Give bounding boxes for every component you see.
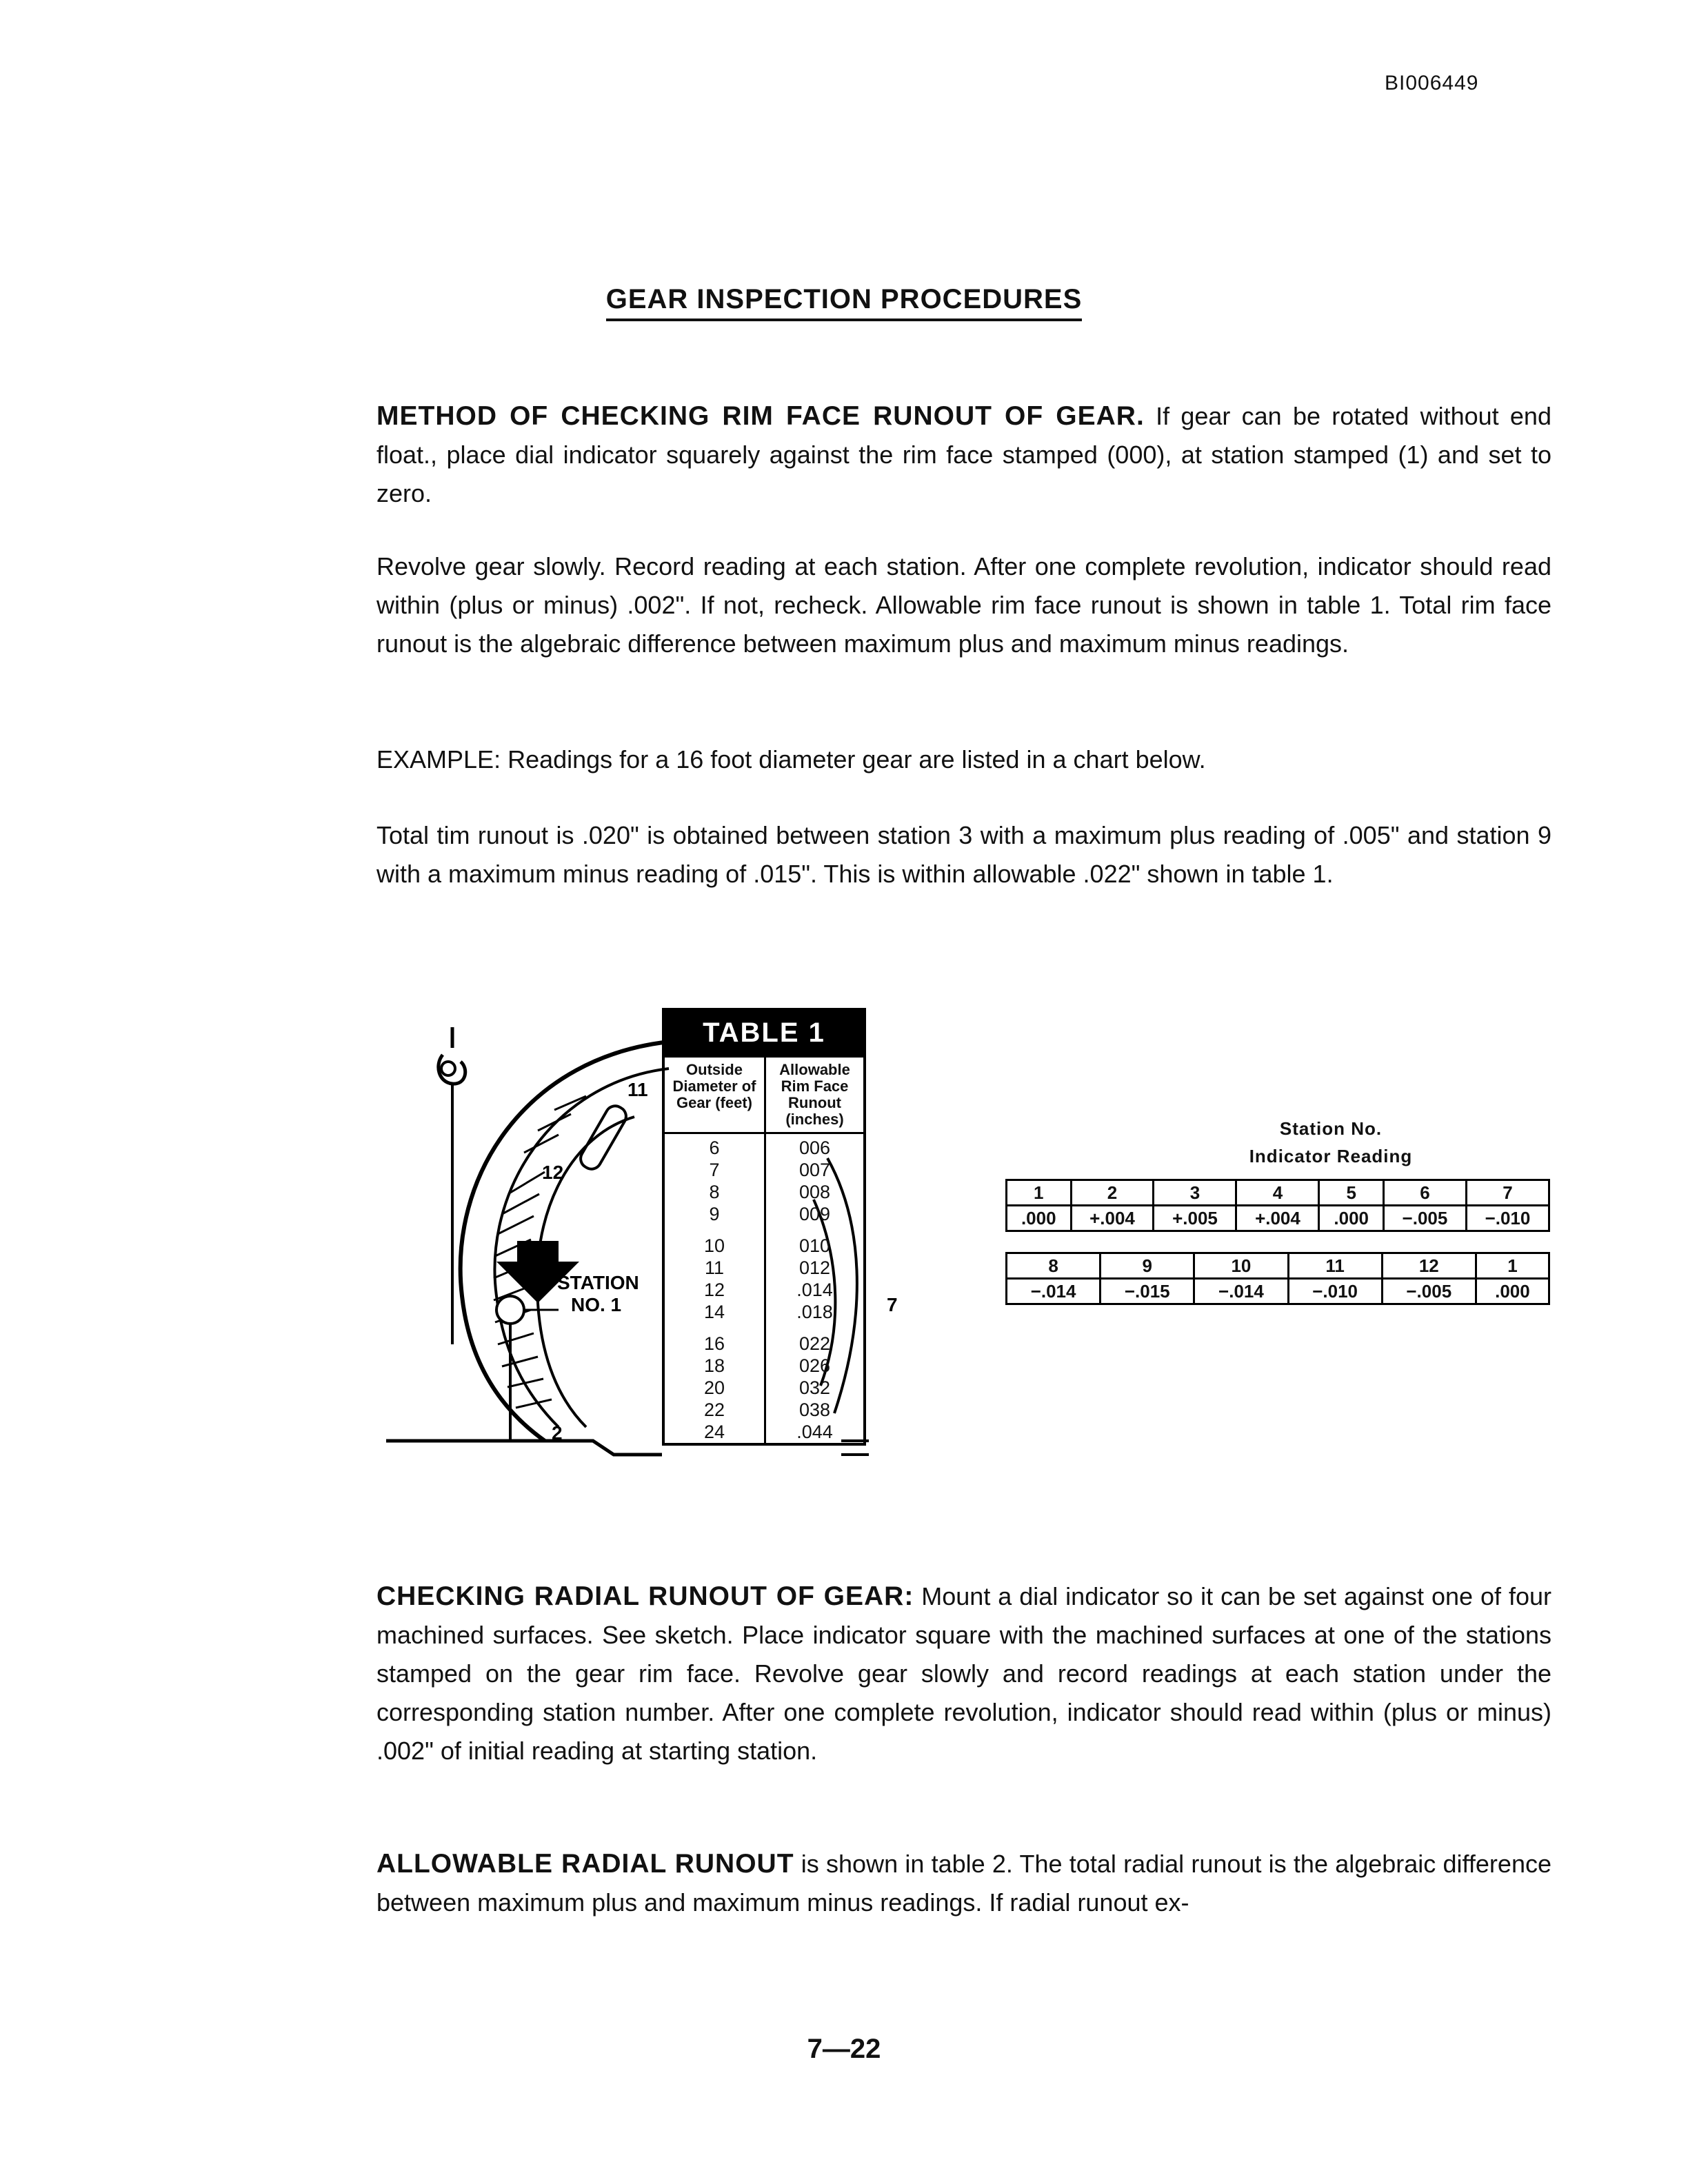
readings-table-row-1 (1005, 1179, 1550, 1232)
table-1-grid (662, 1058, 866, 1446)
table-cell: 010 (798, 1235, 831, 1256)
paragraph-total-runout: Total tim runout is .020" is obtained between station 3 with a maximum plus reading of .005" and station 9 with a maximum minus reading of .015". This is within allowable .022" shown in table 1. (376, 821, 1551, 888)
page-title-text: GEAR INSPECTION PROCEDURES (606, 284, 1083, 321)
paragraph-heading: METHOD OF CHECKING RIM FACE RUNOUT OF GEAR. (376, 401, 1145, 431)
reading-cell: −.014 (1007, 1279, 1101, 1304)
reading-cell: −.005 (1382, 1279, 1476, 1304)
table-1-header-diameter: Outside Diameter of Gear (feet) (665, 1058, 764, 1134)
reading-cell: −.010 (1288, 1279, 1382, 1304)
table-cell: 026 (798, 1355, 831, 1376)
table-cell: 20 (703, 1377, 725, 1398)
reading-cell: −.010 (1466, 1206, 1549, 1231)
table-cell: 7 (709, 1160, 720, 1180)
station-cell: 5 (1319, 1180, 1384, 1206)
paragraph-example: EXAMPLE: Readings for a 16 foot diameter gear are listed in a chart below. (376, 745, 1206, 774)
table-cell: .044 (796, 1422, 833, 1442)
reading-cell: −.014 (1194, 1279, 1288, 1304)
station-cell: 2 (1071, 1180, 1154, 1206)
station-cell: 1 (1007, 1180, 1072, 1206)
table-cell: 22 (703, 1399, 725, 1420)
table-cell: 6 (709, 1138, 720, 1158)
reading-cell: +.004 (1236, 1206, 1319, 1231)
station-label: STATION (557, 1272, 639, 1293)
station-cell: 3 (1154, 1180, 1236, 1206)
station-cell: 4 (1236, 1180, 1319, 1206)
table-cell: 14 (703, 1302, 725, 1322)
table-cell: 032 (798, 1377, 831, 1398)
paragraph-allowable-radial (376, 1845, 1551, 1922)
paragraph-radial-runout (376, 1577, 1551, 1770)
table-cell: 18 (703, 1355, 725, 1376)
table-cell: 007 (798, 1160, 831, 1180)
station-cell: 9 (1101, 1253, 1194, 1279)
table-cell: 012 (798, 1257, 831, 1278)
table-1-title: TABLE 1 (662, 1008, 866, 1058)
table-cell: 008 (798, 1182, 831, 1202)
table-cell: 009 (798, 1204, 831, 1224)
table-1 (662, 1008, 866, 1446)
reading-cell: .000 (1319, 1206, 1384, 1231)
station-number-2: 2 (552, 1422, 563, 1444)
table-cell: .018 (796, 1302, 833, 1322)
page-number: 7—22 (807, 2034, 881, 2064)
station-cell: 1 (1476, 1253, 1549, 1279)
readings-caption-station: Station No. (1279, 1118, 1383, 1139)
table-1-runout-column (764, 1134, 863, 1443)
table-cell: 11 (704, 1257, 725, 1278)
table-cell: 12 (703, 1280, 725, 1300)
readings-table-row-2 (1005, 1252, 1550, 1305)
reading-cell: .000 (1007, 1206, 1072, 1231)
table-cell: 038 (798, 1399, 831, 1420)
paragraph-revolve-gear: Revolve gear slowly. Record reading at each station. After one complete revolution, indicator should read within (plus or minus) .002". If not, recheck. Allowable rim face runout is shown in table 1. Total rim face runout is the algebraic difference between maximum plus and maximum minus readings. (376, 552, 1551, 658)
readings-caption-indicator: Indicator Reading (1249, 1146, 1413, 1166)
paragraph-heading: ALLOWABLE RADIAL RUNOUT (376, 1849, 794, 1879)
reading-cell: −.005 (1383, 1206, 1466, 1231)
station-cell: 12 (1382, 1253, 1476, 1279)
table-cell: 16 (703, 1333, 725, 1354)
paragraph-body: is shown in table 2. The total radial runout is the algebraic difference between maximum plus and maximum minus readings. If radial runout ex- (376, 1850, 1551, 1917)
table-1-header-runout: Allowable Rim Face Runout (inches) (764, 1058, 863, 1134)
reading-cell: +.005 (1154, 1206, 1236, 1231)
table-1-diameter-column (665, 1134, 764, 1443)
table-cell: .014 (796, 1280, 833, 1300)
station-cell: 10 (1194, 1253, 1288, 1279)
page-title (0, 284, 1688, 315)
paragraph-heading: CHECKING RADIAL RUNOUT OF GEAR: (376, 1581, 914, 1611)
station-cell: 11 (1288, 1253, 1382, 1279)
station-cell: 8 (1007, 1253, 1101, 1279)
paragraph-rim-face-method (376, 397, 1551, 513)
table-cell: 24 (703, 1422, 725, 1442)
reading-cell: .000 (1476, 1279, 1549, 1304)
table-cell: 8 (709, 1182, 720, 1202)
table-cell: 10 (703, 1235, 725, 1256)
station-number-label: NO. 1 (571, 1294, 622, 1315)
station-number-11: 11 (627, 1079, 648, 1100)
table-cell: 9 (709, 1204, 720, 1224)
table-cell: 022 (798, 1333, 831, 1354)
paragraph-body: Mount a dial indicator so it can be set against one of four machined surfaces. See sketch. Place indicator square with the machined surfaces at one of the stations stamped on the gear rim face. Revolve gear slowly and record readings at each station under the corresponding station number. After one complete revolution, indicator should read within (plus or minus) .002" of initial reading at starting station. (376, 1582, 1551, 1765)
table-cell: 006 (798, 1138, 831, 1158)
station-number-12: 12 (542, 1162, 564, 1183)
reading-cell: +.004 (1071, 1206, 1154, 1231)
station-cell: 6 (1383, 1180, 1466, 1206)
paragraph-body: If gear can be rotated without end float., place dial indicator squarely against the rim face stamped (000), at station stamped (1) and set to zero. (376, 402, 1551, 507)
station-number-7: 7 (887, 1294, 898, 1315)
reading-cell: −.015 (1101, 1279, 1194, 1304)
station-cell: 7 (1466, 1180, 1549, 1206)
document-id: BI006449 (1385, 72, 1479, 94)
